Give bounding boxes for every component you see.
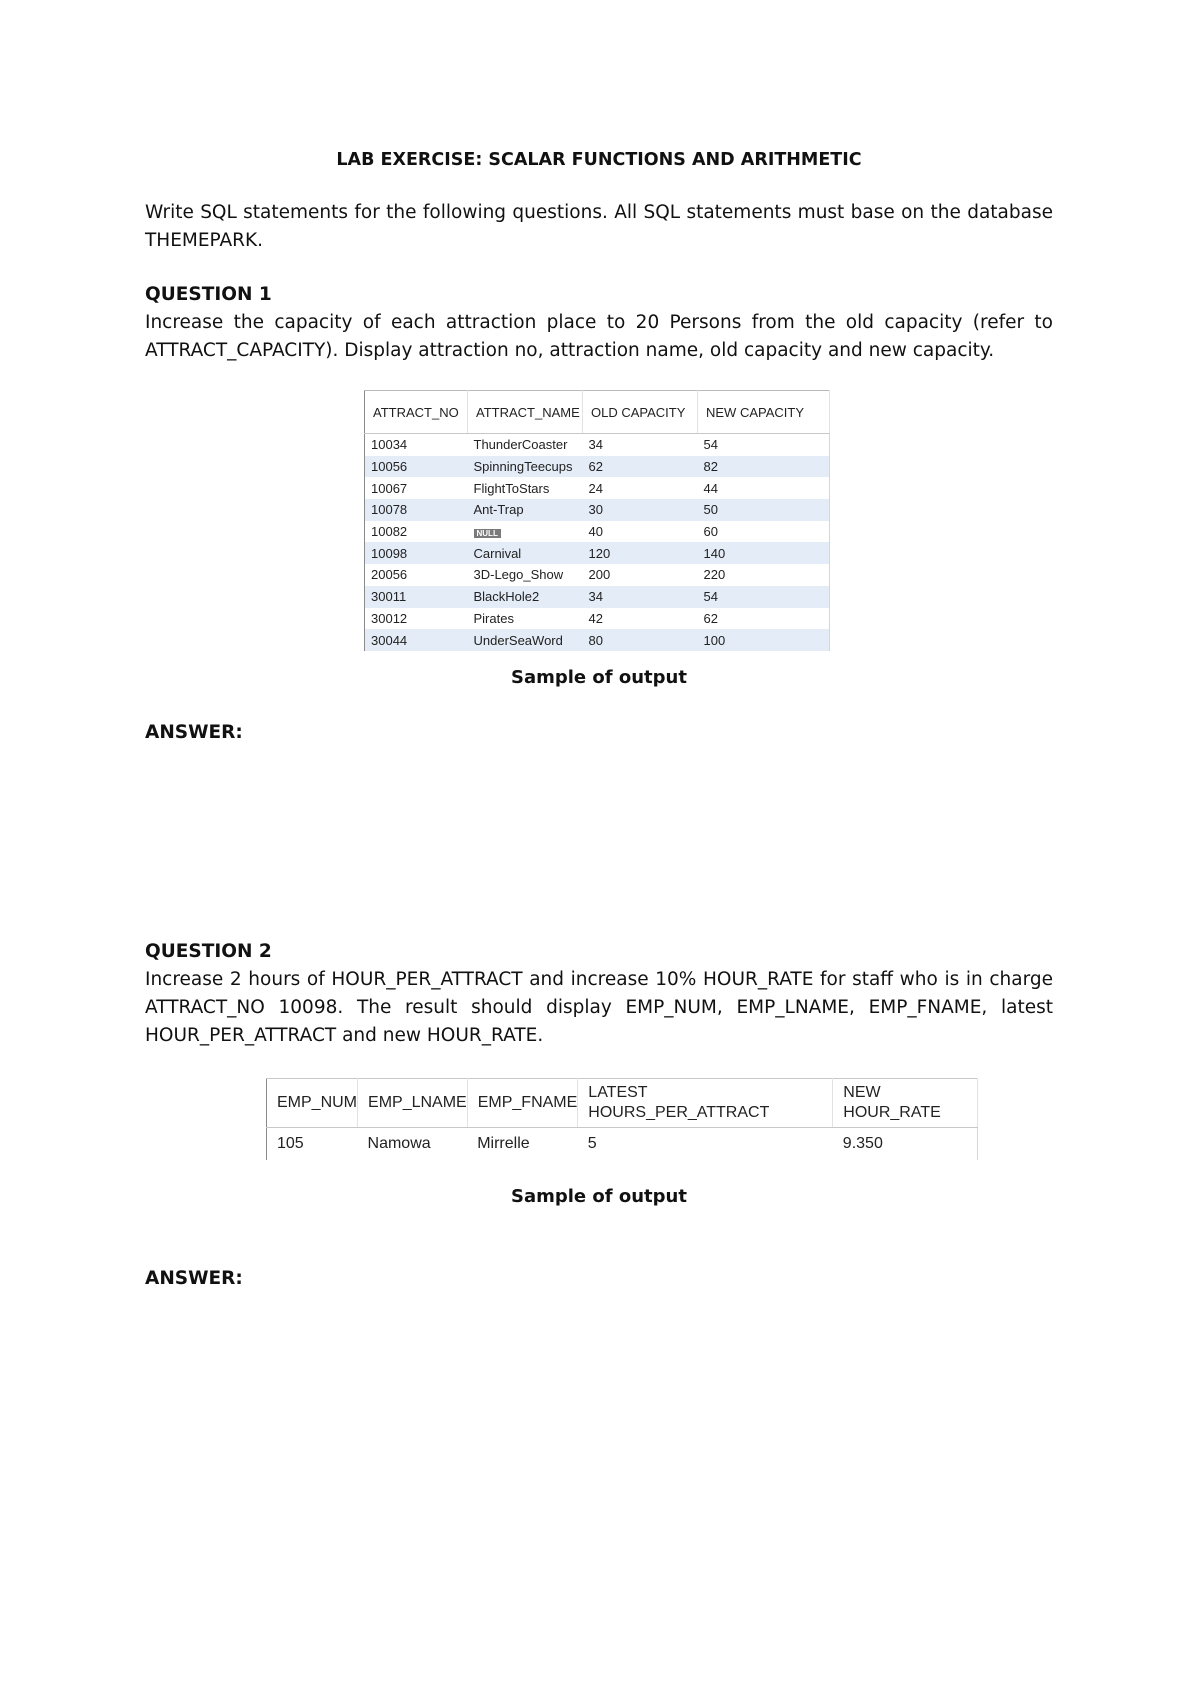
header-emp-lname: EMP_LNAME (358, 1079, 468, 1128)
table-cell: 34 (583, 586, 698, 608)
table-cell: 40 (588, 524, 603, 540)
table-cell: 10082 (371, 524, 408, 540)
question-2-heading: QUESTION 2 (145, 941, 272, 962)
table-cell: ThunderCoaster (473, 437, 568, 453)
table-cell: 54 (698, 586, 830, 608)
table-cell: 82 (698, 456, 830, 478)
table-row (365, 499, 830, 521)
table-cell: 24 (588, 480, 603, 496)
table-cell: 10034 (371, 437, 408, 453)
table-row (365, 608, 830, 630)
table-cell: 34 (588, 437, 603, 453)
table-cell: 120 (583, 542, 698, 564)
table-cell: 42 (588, 610, 603, 626)
header-emp-num: EMP_NUM (267, 1079, 358, 1128)
question-1-caption: Sample of output (511, 667, 687, 688)
table-cell: Pirates (473, 610, 514, 626)
table-cell: FlightToStars (473, 480, 550, 496)
table-cell: Namowa (367, 1135, 431, 1152)
table-cell: 105 (277, 1135, 304, 1152)
table-cell: 44 (703, 480, 718, 496)
table-cell: 9.350 (842, 1135, 883, 1152)
table-cell: 20056 (371, 567, 408, 583)
question-1-text: Increase the capacity of each attraction place to 20 Persons from the old capacity (refer to ATTRACT_CAPACITY). Display attraction no, attraction name, old capacity and new capacity. (145, 312, 1053, 361)
table-cell: UnderSeaWord (468, 629, 583, 651)
table-row (365, 521, 830, 543)
table-cell: Mirrelle (477, 1135, 530, 1152)
header-new-capacity: NEW CAPACITY (698, 391, 830, 434)
table-cell: 54 (703, 437, 718, 453)
table-cell: 62 (583, 456, 698, 478)
table-row (365, 477, 830, 499)
table-cell: 5 (587, 1135, 597, 1152)
table-cell: 30012 (371, 610, 408, 626)
table-cell: 30 (583, 499, 698, 521)
table-cell: SpinningTeecups (468, 456, 583, 478)
header-attract-name: ATTRACT_NAME (468, 391, 583, 434)
table-cell: 30044 (365, 629, 468, 651)
header-new-hour-rate: NEW HOUR_RATE (833, 1079, 978, 1128)
table-cell: 60 (703, 524, 718, 540)
table-cell: 10098 (365, 542, 468, 564)
question-1-heading: QUESTION 1 (145, 284, 272, 305)
table-row (365, 629, 830, 651)
table-cell: 30011 (365, 586, 468, 608)
table-cell: 3D-Lego_Show (473, 567, 564, 583)
attraction-capacity-table (364, 390, 830, 651)
question-1-answer-label: ANSWER: (145, 722, 243, 743)
table-cell: 62 (703, 610, 718, 626)
table-row (365, 542, 830, 564)
table-cell: 10056 (365, 456, 468, 478)
page-title: LAB EXERCISE: SCALAR FUNCTIONS AND ARITHMETIC (336, 150, 862, 170)
question-2-answer-label: ANSWER: (145, 1268, 243, 1289)
table-cell: 140 (698, 542, 830, 564)
header-latest-hours: LATEST HOURS_PER_ATTRACT (578, 1079, 833, 1128)
table-row (365, 456, 830, 478)
table-cell: Ant-Trap (468, 499, 583, 521)
question-2-text: Increase 2 hours of HOUR_PER_ATTRACT and increase 10% HOUR_RATE for staff who is in charge ATTRACT_NO 10098. The result should display EMP_NUM, EMP_LNAME, EMP_FNAME, latest HOUR_PER_ATTRACT and new HOUR_RATE. (145, 969, 1053, 1046)
table-cell (468, 521, 583, 543)
table-cell: 220 (703, 567, 726, 583)
table-cell: 100 (698, 629, 830, 651)
null-badge: NULL (474, 529, 501, 538)
table-row (267, 1128, 978, 1161)
header-emp-fname: EMP_FNAME (467, 1079, 578, 1128)
table-row (365, 434, 830, 456)
staff-hours-table (266, 1078, 978, 1160)
header-old-capacity: OLD CAPACITY (583, 391, 698, 434)
table-cell: 200 (588, 567, 611, 583)
table-header-row (365, 391, 830, 434)
question-2-caption: Sample of output (511, 1186, 687, 1207)
table-cell: 50 (698, 499, 830, 521)
table-cell: BlackHole2 (468, 586, 583, 608)
table-header-row (267, 1079, 978, 1128)
table-cell: Carnival (468, 542, 583, 564)
intro-paragraph: Write SQL statements for the following questions. All SQL statements must base on the database THEMEPARK. (145, 202, 1053, 251)
table-cell: 10067 (371, 480, 408, 496)
table-cell: 10078 (365, 499, 468, 521)
table-row (365, 586, 830, 608)
header-attract-no: ATTRACT_NO (365, 391, 468, 434)
table-row (365, 564, 830, 586)
table-cell: 80 (583, 629, 698, 651)
